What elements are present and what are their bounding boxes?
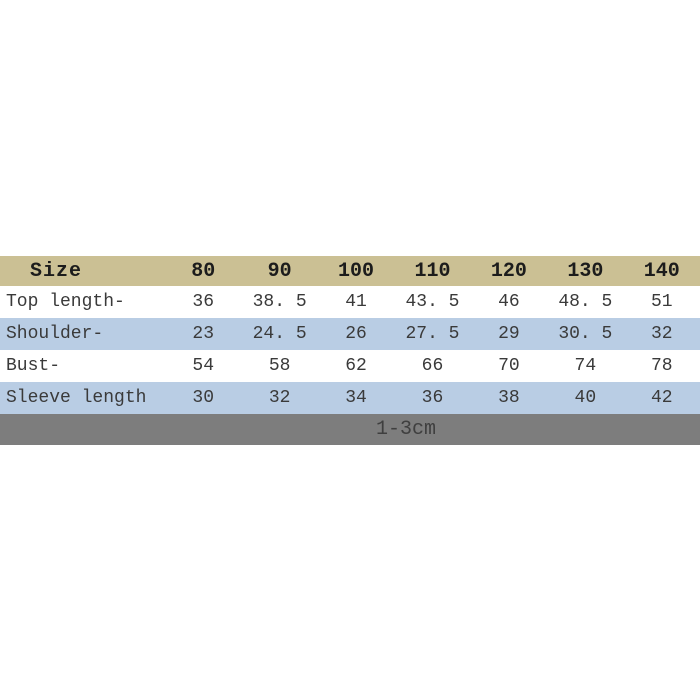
header-size-90: 90 — [267, 259, 292, 283]
cell-value: 70 — [498, 356, 520, 376]
cell-value: 32 — [650, 324, 673, 344]
header-size-140: 140 — [643, 259, 680, 283]
cell-value: 26 — [345, 324, 367, 344]
header-size-120: 120 — [490, 259, 527, 283]
cell-value: 51 — [650, 292, 673, 312]
row-label: Shoulder- — [6, 324, 104, 344]
cell-value: 38. 5 — [252, 292, 307, 312]
cell-value: 43. 5 — [405, 292, 460, 312]
size-chart-header-row — [0, 256, 700, 286]
row-label: Bust- — [6, 356, 61, 376]
tolerance-note-bar — [0, 414, 700, 445]
tolerance-note: 1-3cm — [375, 418, 436, 441]
row-bust — [0, 350, 700, 382]
cell-value: 62 — [345, 356, 367, 376]
cell-value: 54 — [192, 356, 215, 376]
cell-value: 34 — [345, 388, 367, 408]
cell-value: 46 — [498, 292, 520, 312]
row-sleeve-length — [0, 382, 700, 414]
header-size-80: 80 — [191, 259, 216, 283]
row-shoulder — [0, 318, 700, 350]
cell-value: 78 — [650, 356, 673, 376]
header-size-label: Size — [30, 259, 83, 283]
cell-value: 36 — [192, 292, 215, 312]
cell-value: 32 — [268, 388, 291, 408]
cell-value: 74 — [574, 356, 597, 376]
cell-value: 24. 5 — [252, 324, 307, 344]
cell-value: 42 — [650, 388, 673, 408]
cell-value: 30. 5 — [558, 324, 613, 344]
size-chart-table — [0, 256, 700, 445]
cell-value: 48. 5 — [558, 292, 613, 312]
row-label: Sleeve length — [6, 388, 147, 408]
cell-value: 40 — [574, 388, 597, 408]
cell-value: 58 — [268, 356, 291, 376]
cell-value: 23 — [192, 324, 215, 344]
cell-value: 41 — [345, 292, 367, 312]
row-label: Top length- — [6, 292, 125, 312]
header-size-110: 110 — [414, 259, 451, 283]
cell-value: 38 — [498, 388, 520, 408]
cell-value: 36 — [421, 388, 444, 408]
cell-value: 29 — [498, 324, 520, 344]
cell-value: 30 — [192, 388, 215, 408]
cell-value: 66 — [421, 356, 444, 376]
cell-value: 27. 5 — [405, 324, 460, 344]
row-top-length — [0, 286, 700, 318]
header-size-100: 100 — [338, 259, 375, 283]
header-size-130: 130 — [567, 259, 604, 283]
